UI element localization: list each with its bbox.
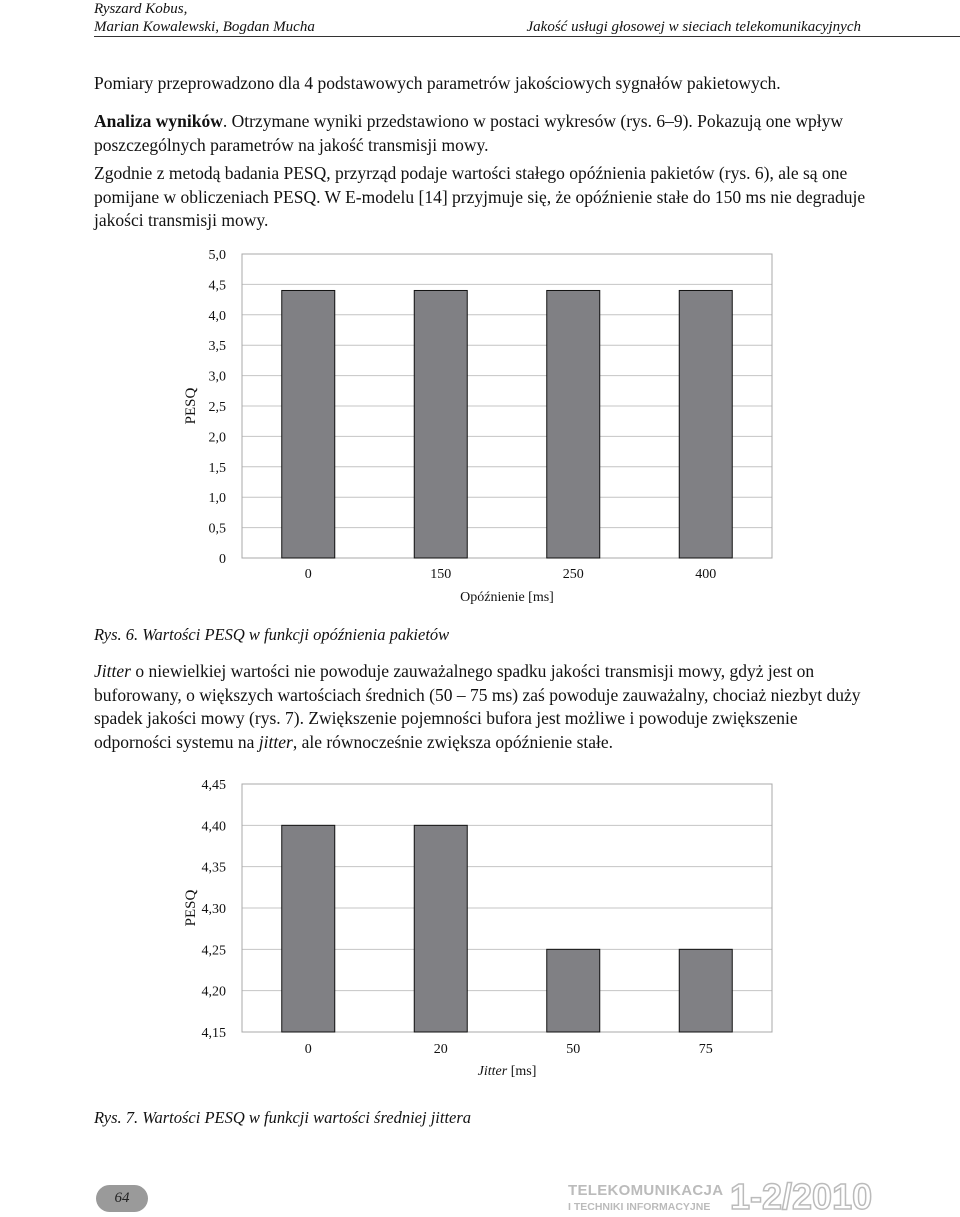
running-header-title: Jakość usługi głosowej w sieciach telekomunikacyjnych: [526, 19, 861, 35]
y-tick-label: 4,15: [201, 1026, 226, 1041]
jitter-text-a: o niewielkiej wartości nie powoduje zauważalnego spadku jakości transmisji mowy, gdyż jest on buforowany, o większych wartościach średnich (50 – 75 ms) zaś powoduje zauważalny, chociaż niezbyt duży spadek jakości mowy (rys. 7). Zwiększenie pojemności bufora jest możliwe i powoduje zwiększenie odporności systemu na: [94, 661, 861, 752]
x-axis-label-unit: [ms]: [507, 1064, 537, 1079]
y-axis-label: PESQ: [183, 387, 199, 425]
jitter-text-b: , ale równocześnie zwiększa opóźnienie stałe.: [292, 731, 614, 752]
bar: [547, 949, 600, 1032]
issue-number: 1-2/2010: [730, 1176, 873, 1217]
magazine-name-line2: I TECHNIKI INFORMACYJNE: [568, 1201, 711, 1213]
x-axis-label: Opóźnienie [ms]: [460, 590, 554, 605]
header-authors-line1: Ryszard Kobus,: [94, 1, 188, 17]
bar: [547, 290, 600, 558]
page-number: 64: [96, 1185, 148, 1212]
y-tick-label: 2,5: [208, 400, 226, 415]
y-tick-label: 4,5: [208, 278, 226, 294]
y-tick-label: 0: [219, 552, 226, 567]
bar: [282, 825, 335, 1032]
paragraph-pesq-delay: Zgodnie z metodą badania PESQ, przyrząd podaje wartości stałego opóźnienia pakietów (rys. 6), ale są one pomijane w obliczeniach PESQ. W E-modelu [14] przyjmuje się, że opóźnienie stałe do 150 ms nie degraduje jakości transmisji mowy.: [94, 163, 866, 230]
y-tick-label: 4,25: [201, 943, 226, 959]
y-tick-label: 4,30: [201, 902, 226, 917]
y-tick-label: 4,20: [201, 984, 226, 1000]
y-tick-label: 4,35: [201, 860, 226, 876]
x-tick-label: 50: [566, 1042, 581, 1057]
figure-6-caption: Rys. 6. Wartości PESQ w funkcji opóźnienia pakietów: [94, 625, 450, 644]
bar: [282, 290, 335, 558]
chart-pesq-vs-delay: [180, 240, 800, 610]
x-tick-label: 20: [433, 1042, 448, 1057]
y-tick-label: 3,0: [208, 369, 226, 385]
paragraph-measurements: Pomiary przeprowadzono dla 4 podstawowych parametrów jakościowych sygnałów pakietowych.: [94, 73, 781, 93]
y-tick-label: 3,5: [208, 339, 226, 355]
y-tick-label: 1,5: [208, 460, 226, 476]
bar: [679, 949, 732, 1032]
bar: [414, 290, 467, 558]
y-tick-label: 2,0: [208, 430, 226, 446]
x-tick-label: 250: [562, 567, 584, 582]
chart-pesq-vs-jitter: [180, 770, 800, 1090]
x-axis-label: [478, 1064, 537, 1079]
x-axis-label-italic: Jitter: [477, 1064, 508, 1079]
x-tick-label: 400: [695, 567, 717, 582]
y-tick-label: 4,45: [201, 778, 226, 793]
bar: [414, 825, 467, 1032]
figure-7-caption: Rys. 7. Wartości PESQ w funkcji wartości średniej jittera: [94, 1108, 472, 1127]
y-tick-label: 1,0: [208, 491, 226, 507]
y-axis-label: PESQ: [183, 889, 199, 927]
paragraph-jitter: [94, 660, 874, 754]
x-tick-label: 0: [304, 1042, 312, 1057]
x-tick-label: 150: [430, 567, 452, 582]
x-tick-label: 75: [698, 1042, 713, 1057]
y-tick-label: 4,0: [208, 308, 226, 324]
analysis-text: . Otrzymane wyniki przedstawiono w postaci wykresów (rys. 6–9). Pokazują one wpływ poszczególnych parametrów na jakość transmisji mowy.: [94, 111, 843, 155]
running-header-authors: [94, 0, 315, 36]
magazine-name-line1: TELEKOMUNIKACJA: [568, 1182, 724, 1199]
y-tick-label: 4,40: [201, 819, 226, 835]
paragraph-analysis: [94, 110, 874, 157]
y-tick-label: 5,0: [208, 248, 226, 263]
bar: [679, 290, 732, 558]
header-rule: [94, 36, 960, 37]
jitter-term: Jitter: [94, 661, 131, 681]
analysis-heading: Analiza wyników: [94, 111, 223, 131]
y-tick-label: 0,5: [208, 521, 226, 537]
header-authors-line2: Marian Kowalewski, Bogdan Mucha: [94, 19, 315, 35]
jitter-term-2: jitter: [258, 731, 293, 752]
x-tick-label: 0: [304, 567, 312, 582]
